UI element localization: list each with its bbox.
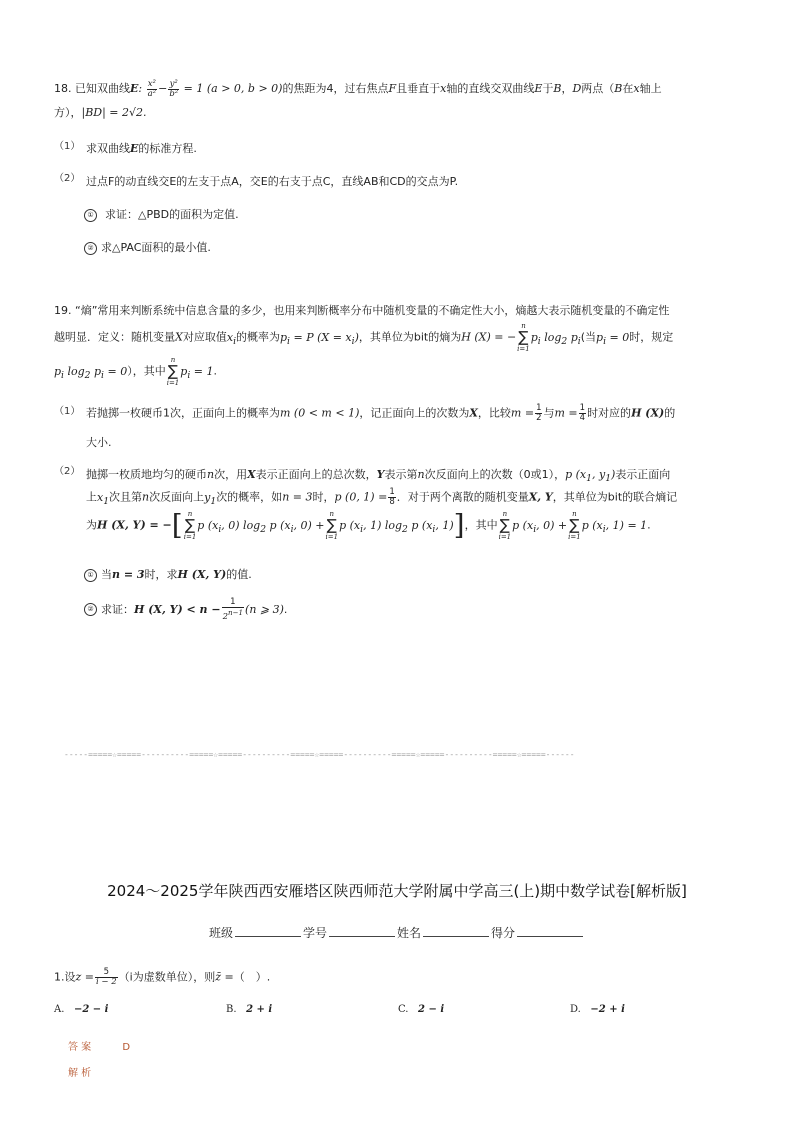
circled-two-icon: ② [84, 603, 97, 616]
q1-option-c[interactable]: C. 2 − i [398, 1004, 445, 1015]
q18-sub2: ② 求△PAC面积的最小值. [84, 239, 211, 255]
q18-part2-label: （2） [54, 173, 81, 184]
q18-sub1: ① 求证：△PBD的面积为定值. [84, 206, 239, 222]
q19-line1: 19. “熵”常用来判断系统中信息含量的多少，也用来判断概率分布中随机变量的不确定性大小，熵越大表示随机变量的不确定性 [54, 304, 670, 317]
q19-part2-label: （2） [54, 466, 81, 477]
q19-part1-line1: 若抛掷一枚硬币1次，正面向上的概率为m (0 < m < 1)，记正面向上的次数为X，比较m = $\frac{1}{2}$ 与m = $\frac{1}{4}$ 时对应的H (X)的 [86, 403, 676, 423]
q19-part2-line2: 上$x_1$次且第n次反面向上$y_1$次的概率，如n = 3时，p (0, 1) = $\frac{1}{8}$ ．对于两个离散的随机变量X, Y，其单位为bit的联合熵记 [86, 487, 678, 507]
score-blank[interactable] [517, 926, 583, 937]
q19-sub1: ① 当n = 3时，求H (X, Y)的值. [84, 566, 252, 582]
q18-part2-text: 过点F的动直线交E的左支于点A，交E的右支于点C，直线AB和CD的交点为P. [86, 175, 459, 188]
sum-symbol: n ∑ i=1 [166, 356, 180, 387]
q19-part2-line1: 抛掷一枚质地均匀的硬币n次，用X表示正面向上的总次数，Y表示第n次反面向上的次数（0或1），p ($x_1$, $y_1$)表示正面向 [86, 468, 671, 485]
q19-part1-line2: 大小. [86, 436, 112, 449]
id-blank[interactable] [329, 926, 395, 937]
q1-option-d[interactable]: D. −2 + i [570, 1004, 625, 1015]
q18-stem: 18. 已知双曲线E: $\frac{\text{x²}}{\text{a²}}$ − $\frac{\text{y²}}{\text{b²}}$ = 1 (a > 0, b > 0)的焦距为4，过右焦点F且垂直于x轴的直线交双曲线E于B，D两点（B在x轴上 [54, 78, 662, 99]
q18-line2: 方），|BD| = 2√2. [54, 106, 147, 119]
q18-part1-text: 求双曲线E的标准方程. [86, 142, 197, 155]
section-divider: -----=====☆=====----------=====☆=====----------=====☆=====----------=====☆=====----------=====☆=====------ [64, 750, 575, 759]
q18-part1-label: （1） [54, 141, 81, 152]
circled-one-icon: ① [84, 209, 97, 222]
circled-one-icon: ① [84, 569, 97, 582]
q1-analysis-label: 解 析 [68, 1068, 92, 1079]
q1-stem: 1.设z = $\frac{5}{i - 2}$ （i为虚数单位），则z̄ =（ ）. [54, 967, 271, 987]
q1-option-a[interactable]: A. −2 − i [54, 1004, 109, 1015]
page-title: 2024～2025学年陕西西安雁塔区陕西师范大学附属中学高三(上)期中数学试卷[解析版] [107, 882, 687, 900]
q1-option-b[interactable]: B. 2 + i [226, 1004, 273, 1015]
q19-sub2: ② 求证：H (X, Y) < n − $\frac{1}{2^{n-1}}$ (n ⩾ 3). [84, 598, 287, 622]
q1-answer: 答 案 D [68, 1042, 131, 1053]
q19-part2-line3: 为H (X, Y) = −[ n ∑ i=1 p ($x_i$, 0) $\log_2 p$ ($x_i$, 0) + n ∑ i=1 p ($x_i$, 1) $\log_2 p$ ($x_i$, 1)]，其中 n ∑ i=1 p ($x_i$, 0) + n ∑ i=1 p ($x_i$, 1) = 1. [86, 508, 651, 542]
student-info: 班级 学号 姓名 得分 [0, 924, 794, 941]
name-blank[interactable] [423, 926, 489, 937]
q19-part1-label: （1） [54, 406, 81, 417]
q19-line3: $p_i$ $\log_2 p_i = 0$），其中 n ∑ i=1 $p_i = 1$. [54, 356, 217, 387]
sum-symbol: n ∑ i=1 [517, 322, 530, 353]
q19-line2: 越明显．定义：随机变量X对应取值$x_i$的概率为$p_i = P$ $(X = x_i)$，其单位为bit的熵为H (X) = − n ∑ i=1 $p_i$ $\log_2 p_i$(当$p_i = 0$时，规定 [54, 322, 674, 353]
class-blank[interactable] [235, 926, 301, 937]
circled-two-icon: ② [84, 242, 97, 255]
